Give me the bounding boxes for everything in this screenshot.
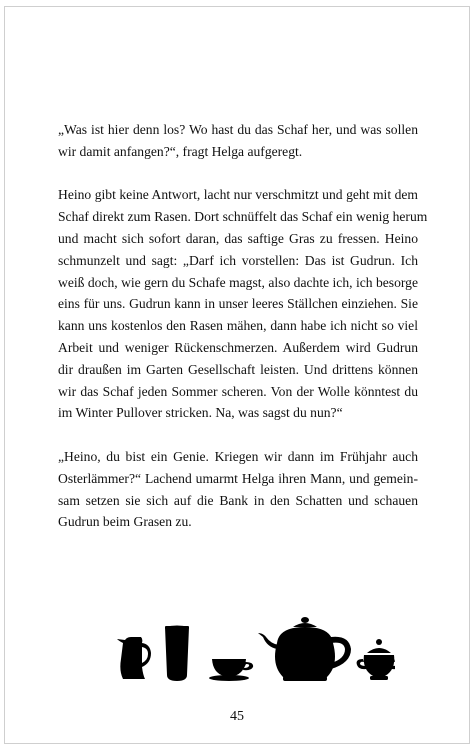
text-line: im Winter Pullover stricken. Na, was sagst du nun?“ [58,405,343,421]
creamer-icon [117,637,151,679]
text-line: Heino gibt keine Antwort, lacht nur verschmitzt und geht mit dem [58,187,418,203]
text-line: wir damit anfangen?“, fragt Helga aufgeregt. [58,143,303,159]
paragraph-2 [58,184,428,424]
text-line: Schaf direkt zum Rasen. Dort schnüffelt das Schaf ein wenig herum [58,209,428,225]
book-page [4,6,470,744]
mug-icon [165,626,189,682]
text-line: dir draußen im Garten Gesellschaft leisten. Und drittens können [58,361,418,377]
paragraph-3 [58,446,418,533]
sugar-bowl-icon [357,639,395,680]
paragraph-1 [58,119,418,163]
text-line: Gudrun beim Grasen zu. [58,514,192,530]
teapot-icon [258,617,351,681]
text-line: sam setzen sie sich auf die Bank in den Schatten und schauen [58,492,418,508]
text-line: Osterlämmer?“ Lachend umarmt Helga ihren Mann, und gemein- [58,470,418,486]
text-line: und macht sich sofort daran, das saftige Gras zu fressen. Heino [58,230,418,246]
tea-set-ornament [117,613,395,689]
body-text [58,119,428,555]
text-line: „Was ist hier denn los? Wo hast du das Schaf her, und was sollen [58,122,418,137]
teacup-icon [209,659,253,681]
text-line: eins für uns. Gudrun kann in unser leeres Ställchen einziehen. Sie [58,296,418,312]
text-line: schmunzelt und sagt: „Darf ich vorstellen: Das ist Gudrun. Ich [58,252,418,268]
text-line: weiß doch, wie gern du Schafe magst, also dachte ich, ich besorge [58,274,418,290]
text-line: kann uns kostenlos den Rasen mähen, dann habe ich nicht so viel [58,318,418,334]
page-number: 45 [230,709,244,724]
text-line: „Heino, du bist ein Genie. Kriegen wir dann im Frühjahr auch [58,448,418,464]
text-line: wir das Schaf jeden Sommer scheren. Von der Wolle könntest du [58,383,418,399]
text-line: Arbeit und weniger Rückenschmerzen. Außerdem wird Gudrun [58,339,418,355]
